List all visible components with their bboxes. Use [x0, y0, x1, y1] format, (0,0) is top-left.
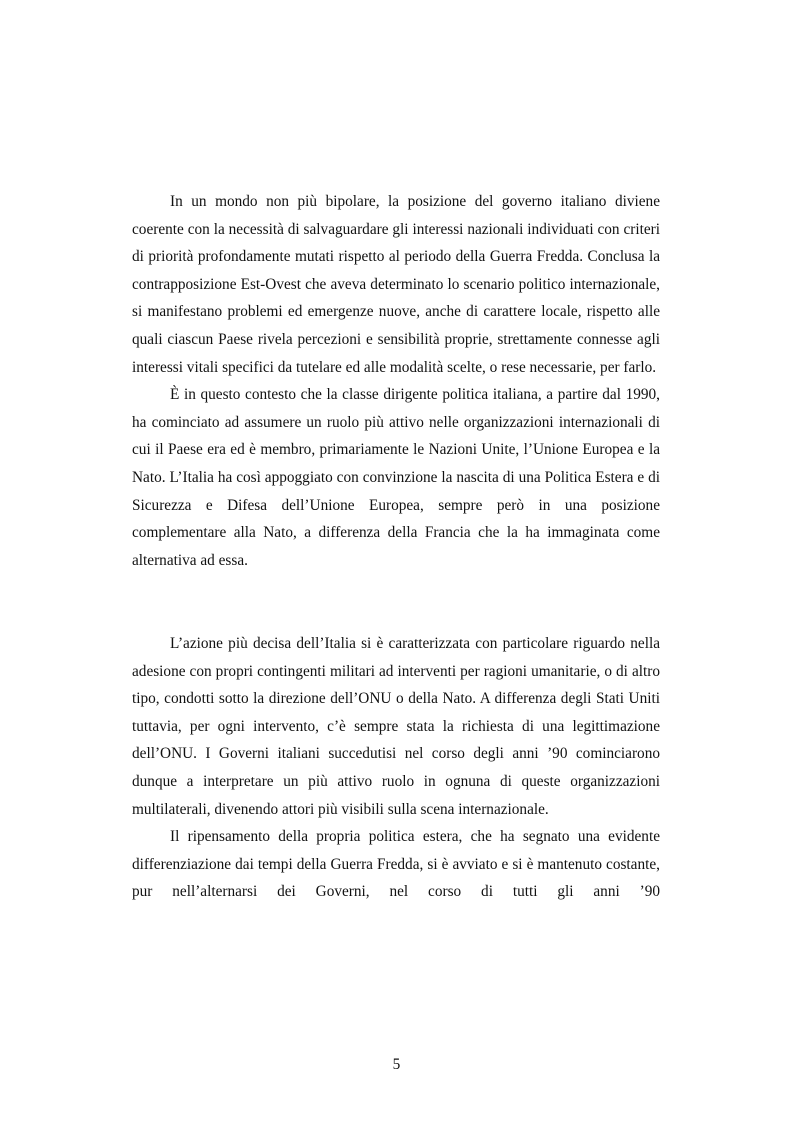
paragraph-1: In un mondo non più bipolare, la posizione del governo italiano diviene coerente con la necessità di salvaguardare gli interessi nazionali individuati con criteri di priorità profondamente mutati rispetto al periodo della Guerra Fredda. Conclusa la contrapposizione Est-Ovest che aveva determinato lo scenario politico internazionale, si manifestano problemi ed emergenze nuove, anche di carattere locale, rispetto alle quali ciascun Paese rivela percezioni e sensibilità proprie, strettamente connesse agli interessi vitali specifici da tutelare ed alle modalità scelte, o rese necessarie, per farlo. [132, 193, 660, 376]
paragraph-4: Il ripensamento della propria politica estera, che ha segnato una evidente differenziazione dai tempi della Guerra Fredda, si è avviato e si è mantenuto costante, pur nell’alternarsi dei Governi, nel corso di tutti gli anni ’90 [132, 828, 660, 901]
paragraph-3: L’azione più decisa dell’Italia si è caratterizzata con particolare riguardo nella adesione con propri contingenti militari ad interventi per ragioni umanitarie, o di altro tipo, condotti sotto la direzione dell’ONU o della Nato. A differenza degli Stati Uniti tuttavia, per ogni intervento, c’è sempre stata la richiesta di una legittimazione dell’ONU. I Governi italiani succedutisi nel corso degli anni ’90 cominciarono dunque a interpretare un più attivo ruolo in ognuna di queste organizzazioni multilaterali, divenendo attori più visibili sulla scena internazionale. [132, 635, 660, 818]
paragraph-2: È in questo contesto che la classe dirigente politica italiana, a partire dal 1990, ha cominciato ad assumere un ruolo più attivo nelle organizzazioni internazionali di cui il Paese era ed è membro, primariamente le Nazioni Unite, l’Unione Europea e la Nato. L’Italia ha così appoggiato con convinzione la nascita di una Politica Estera e di Sicurezza e Difesa dell’Unione Europea, sempre però in una posizione complementare alla Nato, a differenza della Francia che la ha immaginata come alternativa ad essa. [132, 386, 660, 569]
text-section-2 [132, 630, 660, 906]
page-number: 5 [392, 1056, 401, 1073]
text-section-1 [132, 188, 660, 574]
